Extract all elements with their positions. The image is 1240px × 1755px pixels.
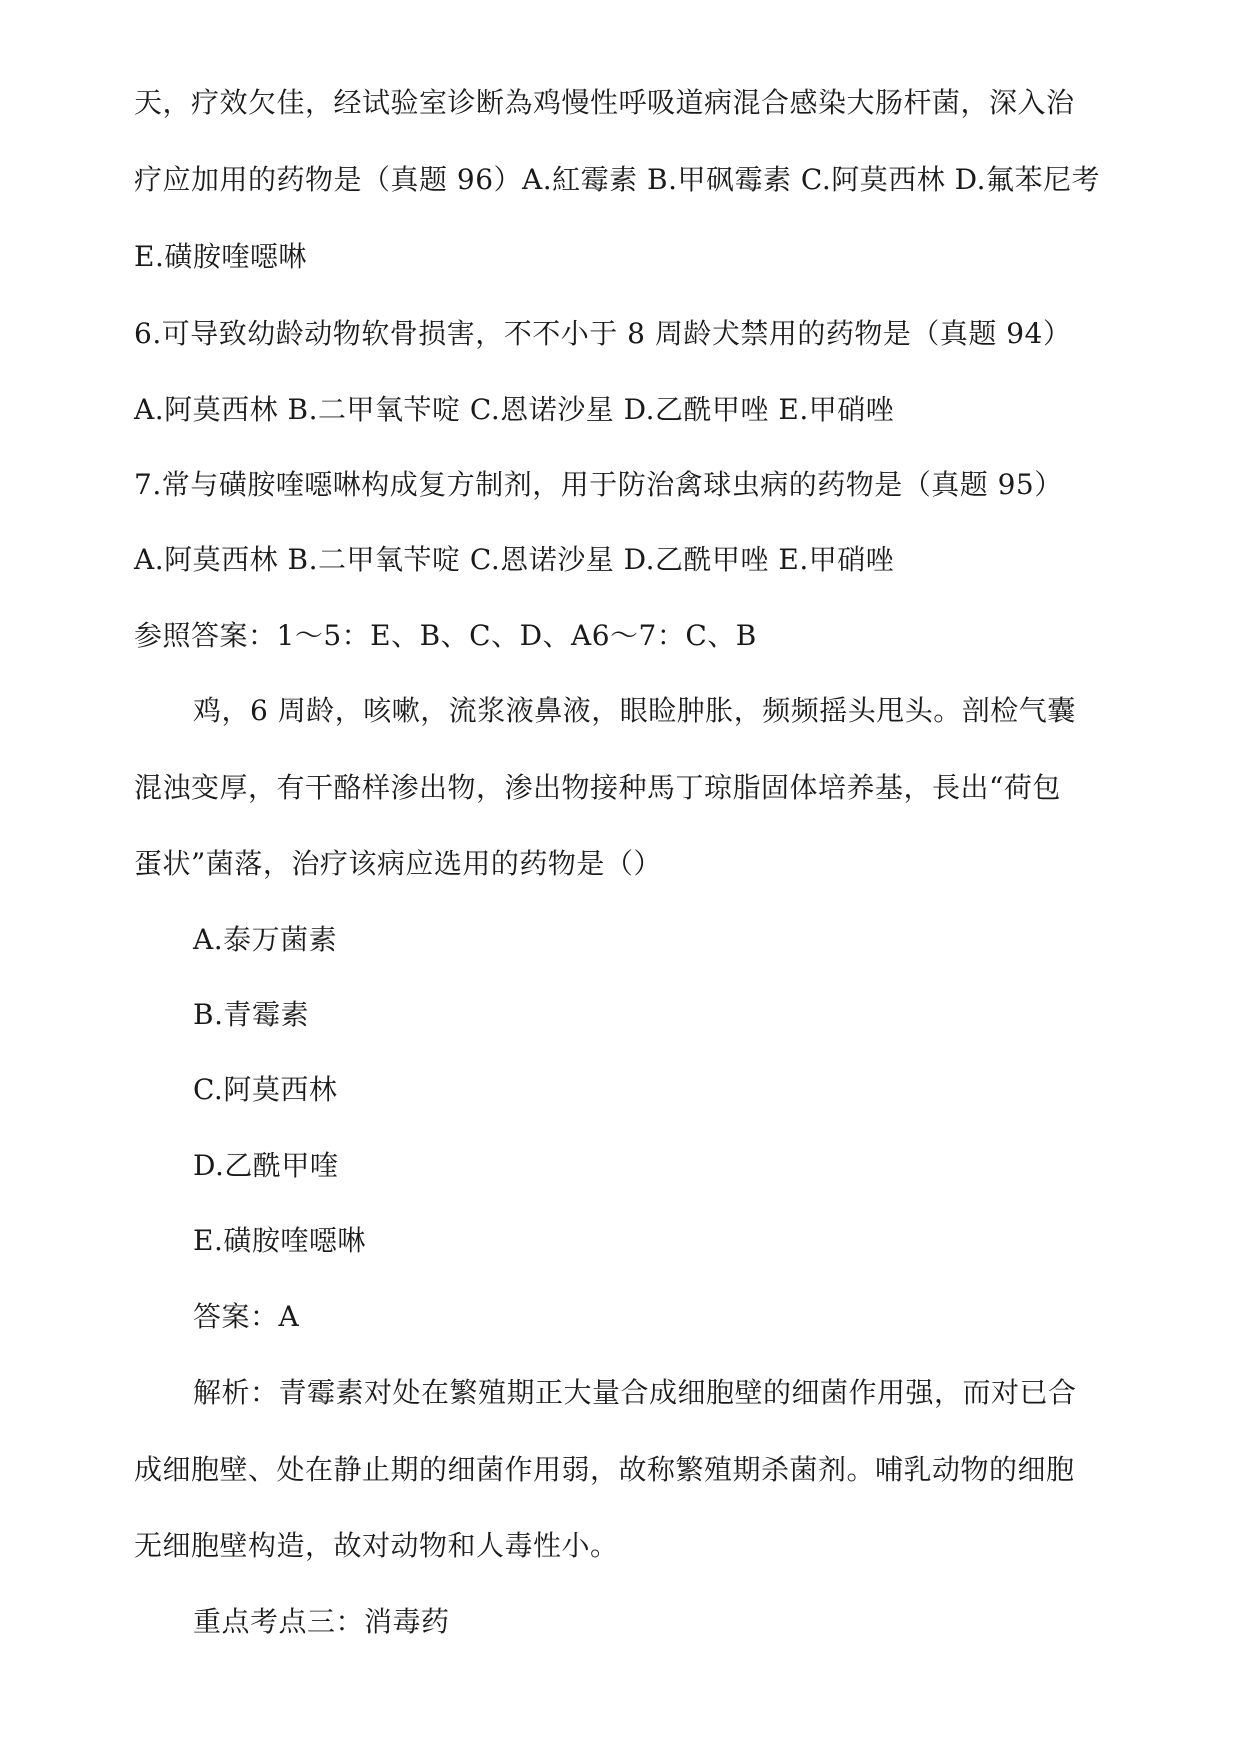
analysis-line-2: 成细胞壁、处在静止期的细菌作用弱，故称繁殖期杀菌剂。哺乳动物的细胞 xyxy=(134,1453,1075,1486)
text-line-3: E.磺胺喹噁啉 xyxy=(134,240,307,273)
section-heading: 重点考点三：消毒药 xyxy=(193,1605,450,1638)
reference-answers: 参照答案：1～5：E、B、C、D、A6～7：C、B xyxy=(134,619,757,652)
case-paragraph-line-1: 鸡，6 周龄，咳嗽，流浆液鼻液，眼睑肿胀，频频摇头甩头。剖检气囊 xyxy=(193,694,1076,727)
case-paragraph-line-2: 混浊变厚，有干酪样渗出物，渗出物接种馬丁琼脂固体培养基，長出“荷包 xyxy=(134,771,1061,804)
analysis-line-3: 无细胞壁构造，故对动物和人毒性小。 xyxy=(134,1529,619,1562)
option-d: D.乙酰甲喹 xyxy=(193,1149,339,1182)
question-7: 7.常与磺胺喹噁啉构成复方制剂，用于防治禽球虫病的药物是（真题 95） xyxy=(134,468,1063,501)
option-e: E.磺胺喹噁啉 xyxy=(193,1224,366,1257)
answer: 答案：A xyxy=(193,1300,300,1333)
question-6-options: A.阿莫西林 B.二甲氧苄啶 C.恩诺沙星 D.乙酰甲唑 E.甲硝唑 xyxy=(134,393,895,426)
question-7-options: A.阿莫西林 B.二甲氧苄啶 C.恩诺沙星 D.乙酰甲唑 E.甲硝唑 xyxy=(134,543,895,576)
analysis-line-1: 解析：青霉素对处在繁殖期正大量合成细胞壁的细菌作用强，而对已合 xyxy=(193,1376,1077,1409)
text-line-1: 天，疗效欠佳，经试验室诊断為鸡慢性呼吸道病混合感染大肠杆菌，深入治 xyxy=(134,86,1075,119)
question-6: 6.可导致幼龄动物软骨损害，不不小于 8 周龄犬禁用的药物是（真题 94） xyxy=(134,317,1072,350)
case-paragraph-line-3: 蛋状”菌落，治疗该病应选用的药物是（） xyxy=(134,847,662,880)
option-c: C.阿莫西林 xyxy=(193,1073,338,1106)
option-a: A.泰万菌素 xyxy=(193,923,338,956)
option-b: B.青霉素 xyxy=(193,998,309,1031)
text-line-2: 疗应加用的药物是（真题 96）A.紅霉素 B.甲砜霉素 C.阿莫西林 D.氟苯尼考 xyxy=(134,163,1101,196)
